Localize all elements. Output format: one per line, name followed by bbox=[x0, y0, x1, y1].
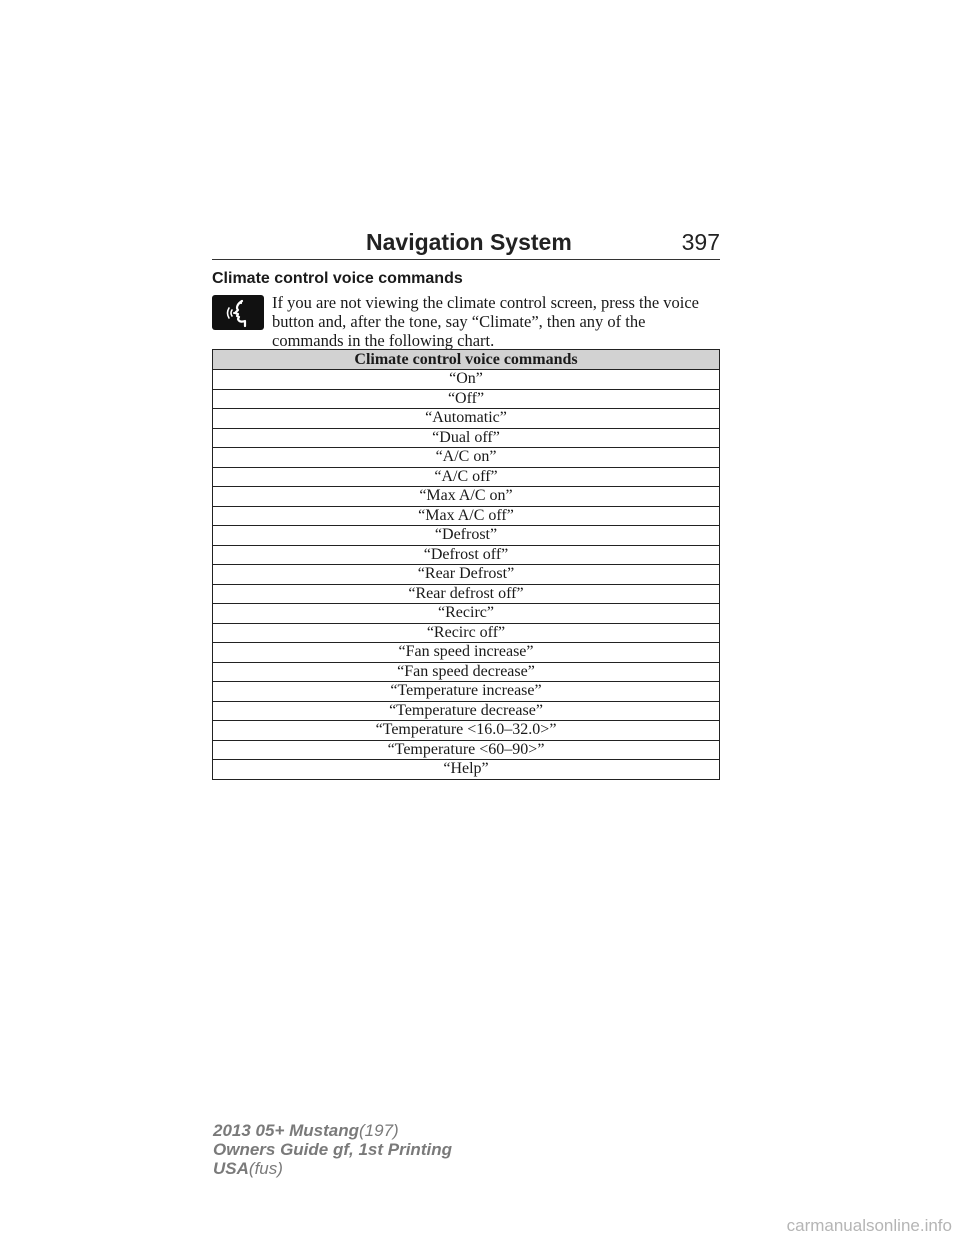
voice-button-icon bbox=[212, 295, 264, 330]
command-cell: “Max A/C on” bbox=[213, 487, 720, 507]
command-cell: “Temperature <60–90>” bbox=[213, 740, 720, 760]
table-row bbox=[213, 545, 720, 565]
command-cell: “A/C off” bbox=[213, 467, 720, 487]
table-row bbox=[213, 760, 720, 780]
footer bbox=[213, 1121, 452, 1178]
table-row bbox=[213, 389, 720, 409]
table-row bbox=[213, 448, 720, 468]
footer-model: 2013 05+ Mustang bbox=[213, 1121, 359, 1140]
command-cell: “Off” bbox=[213, 389, 720, 409]
footer-line-3 bbox=[213, 1159, 452, 1178]
table-row bbox=[213, 565, 720, 585]
command-cell: “Defrost” bbox=[213, 526, 720, 546]
command-cell: “Temperature <16.0–32.0>” bbox=[213, 721, 720, 741]
command-cell: “Rear Defrost” bbox=[213, 565, 720, 585]
table-row bbox=[213, 409, 720, 429]
command-cell: “Fan speed decrease” bbox=[213, 662, 720, 682]
table-row bbox=[213, 662, 720, 682]
section-title: Climate control voice commands bbox=[212, 270, 463, 287]
command-cell: “Fan speed increase” bbox=[213, 643, 720, 663]
table-row bbox=[213, 526, 720, 546]
command-cell: “Temperature increase” bbox=[213, 682, 720, 702]
table-row bbox=[213, 740, 720, 760]
page-number: 397 bbox=[681, 229, 720, 255]
table-row bbox=[213, 721, 720, 741]
command-cell: “On” bbox=[213, 370, 720, 390]
command-cell: “A/C on” bbox=[213, 448, 720, 468]
table-row bbox=[213, 701, 720, 721]
table-row bbox=[213, 467, 720, 487]
table-row bbox=[213, 643, 720, 663]
table-row bbox=[213, 506, 720, 526]
command-cell: “Help” bbox=[213, 760, 720, 780]
table-row bbox=[213, 682, 720, 702]
footer-line-2: Owners Guide gf, 1st Printing bbox=[213, 1140, 452, 1159]
table-header-row bbox=[213, 350, 720, 370]
table-body bbox=[213, 370, 720, 780]
table-row bbox=[213, 487, 720, 507]
command-cell: “Rear defrost off” bbox=[213, 584, 720, 604]
footer-region: USA bbox=[213, 1159, 249, 1178]
command-cell: “Temperature decrease” bbox=[213, 701, 720, 721]
command-cell: “Defrost off” bbox=[213, 545, 720, 565]
table-row bbox=[213, 623, 720, 643]
watermark: carmanualsonline.info bbox=[786, 1216, 952, 1235]
command-cell: “Max A/C off” bbox=[213, 506, 720, 526]
command-cell: “Dual off” bbox=[213, 428, 720, 448]
intro-paragraph: If you are not viewing the climate control screen, press the voice button and, after the tone, say “Climate”, then any of the commands in the following chart. bbox=[272, 293, 700, 350]
command-cell: “Automatic” bbox=[213, 409, 720, 429]
table-row bbox=[213, 584, 720, 604]
footer-line-1 bbox=[213, 1121, 452, 1140]
table-row bbox=[213, 428, 720, 448]
footer-model-code: (197) bbox=[359, 1121, 399, 1140]
command-cell: “Recirc off” bbox=[213, 623, 720, 643]
table-header-cell: Climate control voice commands bbox=[213, 350, 720, 370]
table-row bbox=[213, 604, 720, 624]
table-row bbox=[213, 370, 720, 390]
voice-commands-table bbox=[212, 349, 720, 780]
page-title: Navigation System bbox=[366, 229, 572, 255]
command-cell: “Recirc” bbox=[213, 604, 720, 624]
page-header bbox=[212, 229, 720, 260]
footer-region-code: (fus) bbox=[248, 1159, 283, 1178]
